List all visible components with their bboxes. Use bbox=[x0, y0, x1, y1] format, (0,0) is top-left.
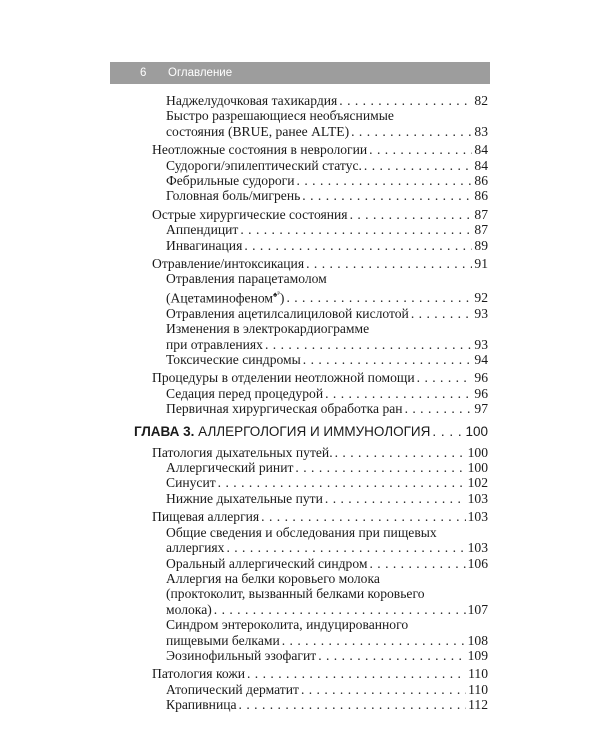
toc-entry: (Ацетаминофеном$^{♠ᴾ}$) . . . 92 bbox=[152, 287, 488, 306]
toc-section-entry: Процедуры в отделении неотложной помощи . . . 96 bbox=[152, 370, 488, 385]
toc-page-ref: 84 bbox=[474, 142, 488, 158]
toc-entry: состояния (BRUE, ранее ALTE) . . . 83 bbox=[152, 124, 488, 139]
toc-entry: Судороги/эпилептический статус. . . . 84 bbox=[152, 158, 488, 173]
toc-entry: пищевыми белками . . . 108 bbox=[152, 633, 488, 648]
toc-section-entry: Отравление/интоксикация . . . 91 bbox=[152, 256, 488, 271]
toc-group-airway bbox=[152, 445, 488, 507]
toc-section-entry: Патология дыхательных путей. . . . 100 bbox=[152, 445, 488, 460]
toc-entry: Токсические синдромы . . . 94 bbox=[152, 352, 488, 367]
toc-entry: Оральный аллергический синдром . . . 106 bbox=[152, 556, 488, 571]
toc-entry: молока) . . . 107 bbox=[152, 602, 488, 617]
toc-entry-line: Отравления парацетамолом bbox=[166, 271, 327, 287]
toc-entry-line: Быстро разрешающиеся необъяснимые bbox=[166, 108, 394, 124]
toc-entry: Отравления ацетилсалициловой кислотой . . . 93 bbox=[152, 306, 488, 321]
toc-entry-line: Изменения в электрокардиограмме bbox=[166, 321, 370, 337]
toc-page-ref: 82 bbox=[474, 93, 488, 108]
toc-group-poisoning bbox=[152, 256, 488, 367]
toc-section-entry: Неотложные состояния в неврологии . . . 84 bbox=[152, 142, 488, 157]
table-of-contents bbox=[134, 93, 488, 716]
toc-entry-line: Общие сведения и обследования при пищевых bbox=[166, 524, 437, 540]
toc-entry-line: (проктоколит, вызванный белками коровьего bbox=[166, 586, 425, 602]
toc-section-entry: Острые хирургические состояния . . . 87 bbox=[152, 207, 488, 222]
toc-entry: Эозинофильный эзофагит . . . 109 bbox=[152, 648, 488, 663]
toc-group-food-allergy bbox=[152, 509, 488, 663]
toc-entry: Инвагинация . . . 89 bbox=[152, 238, 488, 253]
toc-entry-line: Аллергия на белки коровьего молока bbox=[166, 570, 380, 586]
toc-entry: Аппендицит . . . 87 bbox=[152, 222, 488, 237]
toc-group-procedures bbox=[152, 370, 488, 416]
toc-entry: при отравлениях . . . 93 bbox=[152, 337, 488, 352]
chapter-title: АЛЛЕРГОЛОГИЯ И ИММУНОЛОГИЯ bbox=[198, 423, 431, 439]
toc-chapter-entry: ГЛАВА 3. АЛЛЕРГОЛОГИЯ И ИММУНОЛОГИЯ . . . 100 bbox=[134, 423, 488, 440]
toc-page-ref: 83 bbox=[474, 123, 488, 139]
running-header bbox=[110, 62, 490, 84]
toc-entry: Нижние дыхательные пути . . . 103 bbox=[152, 491, 488, 506]
toc-entry: Аллергический ринит . . . 100 bbox=[152, 460, 488, 475]
toc-entry: Крапивница . . . 112 bbox=[152, 697, 488, 712]
toc-section-entry: Патология кожи . . . 110 bbox=[152, 666, 488, 681]
toc-entry: Седация перед процедурой . . . 96 bbox=[152, 386, 488, 401]
toc-group-skin bbox=[152, 666, 488, 712]
running-title: Оглавление bbox=[168, 67, 233, 79]
chapter-label: ГЛАВА 3. bbox=[134, 423, 195, 439]
toc-entry: Наджелудочковая тахикардия . . . 82 bbox=[152, 93, 488, 108]
toc-entry: Синусит . . . 102 bbox=[152, 475, 488, 490]
toc-entry: Атопический дерматит . . . 110 bbox=[152, 682, 488, 697]
toc-entry-line: Синдром энтероколита, индуцированного bbox=[166, 617, 409, 633]
toc-entry: Первичная хирургическая обработка ран . . . 97 bbox=[152, 401, 488, 416]
drug-mark-icon: ♠ᴾ bbox=[273, 289, 280, 299]
page-number: 6 bbox=[140, 67, 147, 79]
toc-group-neuro bbox=[152, 142, 488, 204]
toc-entry: Фебрильные судороги . . . 86 bbox=[152, 173, 488, 188]
toc-group-surgery bbox=[152, 207, 488, 253]
toc-entry: Головная боль/мигрень . . . 86 bbox=[152, 188, 488, 203]
toc-group-cardio-tail bbox=[152, 93, 488, 139]
toc-entry: аллергиях . . . 103 bbox=[152, 540, 488, 555]
toc-section-entry: Пищевая аллергия . . . 103 bbox=[152, 509, 488, 524]
